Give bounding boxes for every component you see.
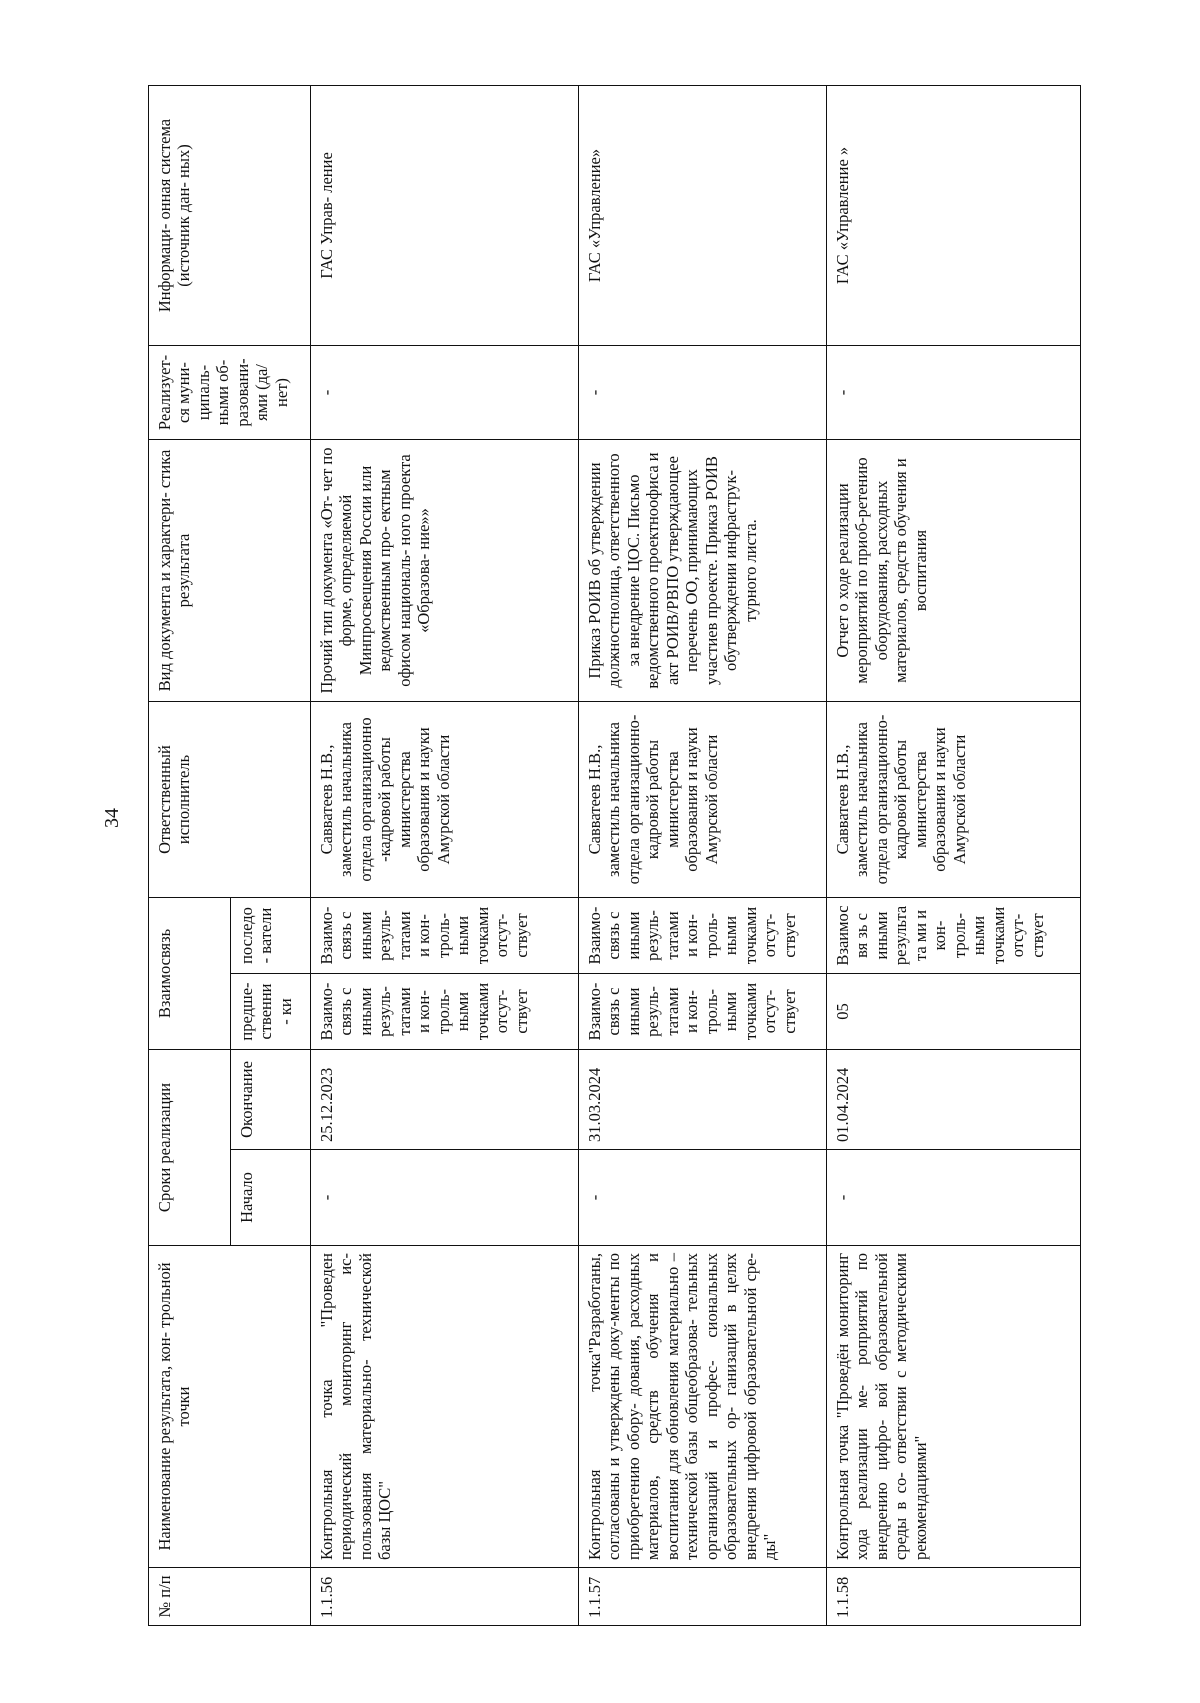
row-responsible: Савватеев Н.В., заместиль начальника отдела организационно -кадровой работы министерства образования и науки Амурской области (311, 702, 579, 898)
row-predecessors: Взаимо- связь с иными резуль- татами и кон- троль- ными точками отсут- ствует (579, 974, 827, 1050)
table-rotated-container (148, 86, 1080, 1626)
row-municipal: - (311, 346, 579, 440)
row-successors: Взаимо- связь с иными резуль- татами и кон- троль- ными точками отсут- ствует (579, 898, 827, 974)
row-end: 01.04.2024 (827, 1050, 1081, 1150)
row-successors: Взаимо- связь с иными резуль- татами и кон- троль- ными точками отсут- ствует (311, 898, 579, 974)
row-info-system: ГАС «Управление» (579, 86, 827, 346)
results-table (148, 85, 1081, 1626)
row-end: 25.12.2023 (311, 1050, 579, 1150)
header-name: Наименование результата, кон- трольной точки (149, 1246, 311, 1568)
header-predecessors: предше- ственни- ки (231, 974, 311, 1050)
row-doc-type: Прочий тип документа «От- чет по форме, определяемой Минпросвещения России или ведомственным про- ектным офисом националь- ного проекта «Образова- ние»» (311, 440, 579, 702)
row-doc-type: Приказ РОИВ об утверждении должностнолица, ответственного за внедрение ЦОС. Письмо ведомственного проектноофиса и акт РОИВ/РВПО утверждающее перечень ОО, принимающих участиев проекте. Приказ РОИВ обутверждении инфраструк- турного листа. (579, 440, 827, 702)
row-name: Контрольная точка "Проведен периодический мониторинг ис- пользования материально- технической базы ЦОС" (311, 1246, 579, 1568)
row-responsible: Савватеев Н.В., заместиль начальника отдела организационно- кадровой работы министерства образования и науки Амурской области (827, 702, 1081, 898)
row-successors: Взаимосвя зь с иными результата ми и кон- троль- ными точками отсут- ствует (827, 898, 1081, 974)
table-row (311, 86, 579, 1626)
row-num: 1.1.58 (827, 1568, 1081, 1626)
header-successors: последо- ватели (231, 898, 311, 974)
table-row (827, 86, 1081, 1626)
row-responsible: Савватеев Н.В., заместиль начальника отдела организационно- кадровой работы министерства образования и науки Амурской области (579, 702, 827, 898)
row-municipal: - (827, 346, 1081, 440)
row-start: - (311, 1150, 579, 1246)
row-predecessors: Взаимо- связь с иными резуль- татами и кон- троль- ными точками отсут- ствует (311, 974, 579, 1050)
header-terms: Сроки реализации (149, 1050, 231, 1246)
header-start: Начало (231, 1150, 311, 1246)
header-relation: Взаимосвязь (149, 898, 231, 1050)
row-start: - (827, 1150, 1081, 1246)
page-number: 34 (101, 808, 123, 828)
header-row-1 (149, 86, 231, 1626)
row-predecessors: 05 (827, 974, 1081, 1050)
header-info-system: Информаци- онная система (источник дан- ных) (149, 86, 311, 346)
row-name: Контрольная точка"Разработаны, согласованы и утверждены доку-менты по приобретению обору- дования, расходных материалов, средств обучения и воспитания для обновления материально – технической базы общеобразова- тельных организаций и профес- сиональных образовательных ор- ганизаций в целях внедрения цифровой образовательной сре-ды" (579, 1246, 827, 1568)
row-name: Контрольная точка "Проведён мониторинг хода реализации ме- роприятий по внедрению цифро- вой образовательной среды в со- ответствии с методическими рекомендациями" (827, 1246, 1081, 1568)
row-num: 1.1.56 (311, 1568, 579, 1626)
row-doc-type: Отчет о ходе реализации мероприятий по приоб-ретению оборудования, расходных материалов, средств обучения и воспитания (827, 440, 1081, 702)
row-info-system: ГАС «Управление » (827, 86, 1081, 346)
row-num: 1.1.57 (579, 1568, 827, 1626)
row-info-system: ГАС Управ- ление (311, 86, 579, 346)
row-start: - (579, 1150, 827, 1246)
row-end: 31.03.2024 (579, 1050, 827, 1150)
header-end: Окончание (231, 1050, 311, 1150)
table-row (579, 86, 827, 1626)
header-responsible: Ответственный исполнитель (149, 702, 311, 898)
header-num: № п/п (149, 1568, 311, 1626)
header-doc-type: Вид документа и характери- стика результата (149, 440, 311, 702)
row-municipal: - (579, 346, 827, 440)
header-municipal: Реализует- ся муни- ципаль- ными об- разовани- ями (да/нет) (149, 346, 311, 440)
